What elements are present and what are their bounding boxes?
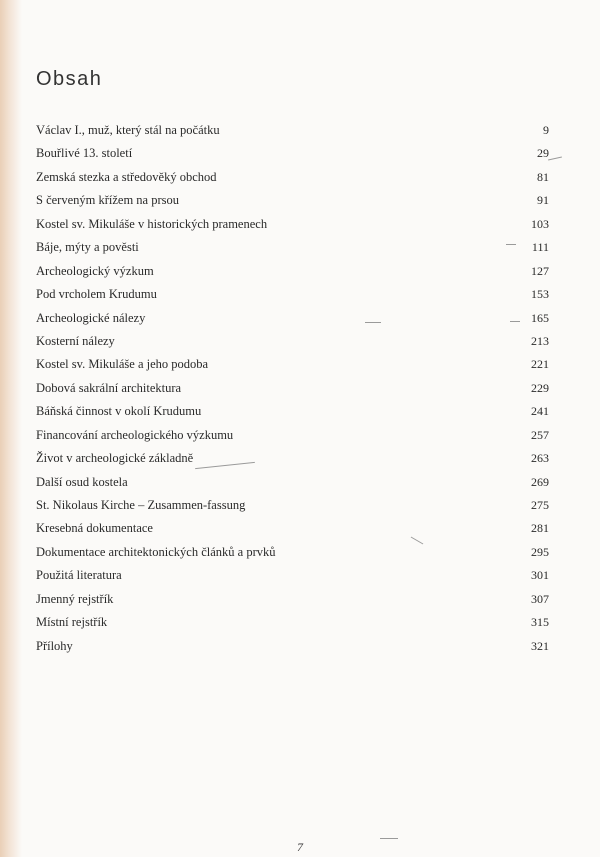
toc-entry-title: Dokumentace architektonických článků a prvků bbox=[36, 544, 276, 559]
toc-entry bbox=[36, 377, 549, 400]
toc-entry-page: 213 bbox=[531, 333, 549, 348]
toc-entry bbox=[36, 189, 549, 212]
toc-entry-title: S červeným křížem na prsou bbox=[36, 193, 180, 208]
toc-entry bbox=[36, 260, 549, 283]
toc-entry-page: 241 bbox=[531, 404, 549, 419]
toc-entry-title: Bouřlivé 13. století bbox=[36, 146, 133, 161]
toc-entry-page: 81 bbox=[537, 169, 549, 184]
toc-entry-title: Zemská stezka a středověký obchod bbox=[36, 169, 217, 184]
toc-entry-page: 103 bbox=[531, 216, 549, 231]
table-of-contents bbox=[36, 119, 549, 658]
page-number: 7 bbox=[297, 840, 303, 854]
toc-entry-title: Kosterní nálezy bbox=[36, 333, 115, 348]
toc-entry bbox=[36, 307, 549, 330]
toc-entry bbox=[36, 353, 549, 376]
toc-entry-page: 269 bbox=[531, 474, 549, 489]
toc-entry-title: Život v archeologické základně bbox=[36, 451, 194, 466]
toc-entry bbox=[36, 119, 549, 142]
page-title: Obsah bbox=[36, 68, 103, 90]
toc-entry-title: Kostel sv. Mikuláše a jeho podoba bbox=[36, 357, 209, 372]
toc-entry-title: Archeologický výzkum bbox=[36, 263, 154, 278]
toc-entry bbox=[36, 611, 549, 634]
toc-entry-page: 9 bbox=[543, 123, 549, 137]
toc-entry-page: 281 bbox=[531, 521, 549, 536]
toc-entry-page: 29 bbox=[537, 146, 549, 161]
toc-entry-title: Přílohy bbox=[36, 638, 73, 653]
scan-mark bbox=[548, 157, 562, 161]
toc-entry-page: 153 bbox=[531, 287, 549, 302]
toc-entry-title: Dobová sakrální architektura bbox=[36, 380, 182, 395]
toc-entry bbox=[36, 166, 549, 189]
toc-entry bbox=[36, 541, 549, 564]
toc-entry-page: 301 bbox=[531, 568, 549, 583]
toc-entry-page: 165 bbox=[531, 310, 549, 325]
toc-entry bbox=[36, 588, 549, 611]
toc-entry-page: 295 bbox=[531, 544, 549, 559]
toc-entry-page: 91 bbox=[537, 193, 549, 208]
toc-entry bbox=[36, 564, 549, 587]
toc-entry-title: Financování archeologického výzkumu bbox=[36, 427, 234, 442]
toc-entry bbox=[36, 236, 549, 259]
toc-entry-title: Václav I., muž, který stál na počátku bbox=[36, 123, 220, 137]
toc-entry-title: Báňská činnost v okolí Krudumu bbox=[36, 404, 202, 419]
toc-entry bbox=[36, 330, 549, 353]
toc-entry-title: Kostel sv. Mikuláše v historických pramenech bbox=[36, 216, 268, 231]
toc-entry-page: 111 bbox=[531, 240, 549, 255]
toc-entry-page: 127 bbox=[531, 263, 549, 278]
toc-entry-page: 263 bbox=[531, 451, 549, 466]
toc-entry bbox=[36, 471, 549, 494]
toc-entry-title: Báje, mýty a pověsti bbox=[36, 240, 139, 255]
toc-entry bbox=[36, 142, 549, 165]
toc-entry-title: Další osud kostela bbox=[36, 474, 128, 489]
toc-entry-title: Místní rejstřík bbox=[36, 615, 108, 630]
toc-entry-page: 257 bbox=[531, 427, 549, 442]
toc-entry-title: Použitá literatura bbox=[36, 568, 122, 583]
toc-entry bbox=[36, 424, 549, 447]
toc-entry-title: Jmenný rejstřík bbox=[36, 591, 114, 606]
toc-entry bbox=[36, 635, 549, 658]
toc-entry-page: 221 bbox=[531, 357, 549, 372]
toc-entry-page: 307 bbox=[531, 591, 549, 606]
toc-entry bbox=[36, 283, 549, 306]
toc-entry-page: 315 bbox=[531, 615, 549, 630]
toc-entry-title: Kresebná dokumentace bbox=[36, 521, 153, 536]
toc-entry bbox=[36, 517, 549, 540]
toc-entry bbox=[36, 447, 549, 470]
toc-entry-page: 229 bbox=[531, 380, 549, 395]
toc-entry-page: 321 bbox=[531, 638, 549, 653]
page-edge bbox=[0, 0, 22, 857]
toc-entry-title: St. Nikolaus Kirche – Zusammen-fassung bbox=[36, 498, 246, 512]
toc-entry bbox=[36, 213, 549, 236]
toc-entry-title: Pod vrcholem Krudumu bbox=[36, 287, 157, 302]
toc-entry bbox=[36, 494, 549, 517]
toc-entry-page: 275 bbox=[531, 498, 549, 512]
toc-entry-title: Archeologické nálezy bbox=[36, 310, 146, 325]
scan-mark bbox=[380, 838, 398, 839]
toc-entry bbox=[36, 400, 549, 423]
